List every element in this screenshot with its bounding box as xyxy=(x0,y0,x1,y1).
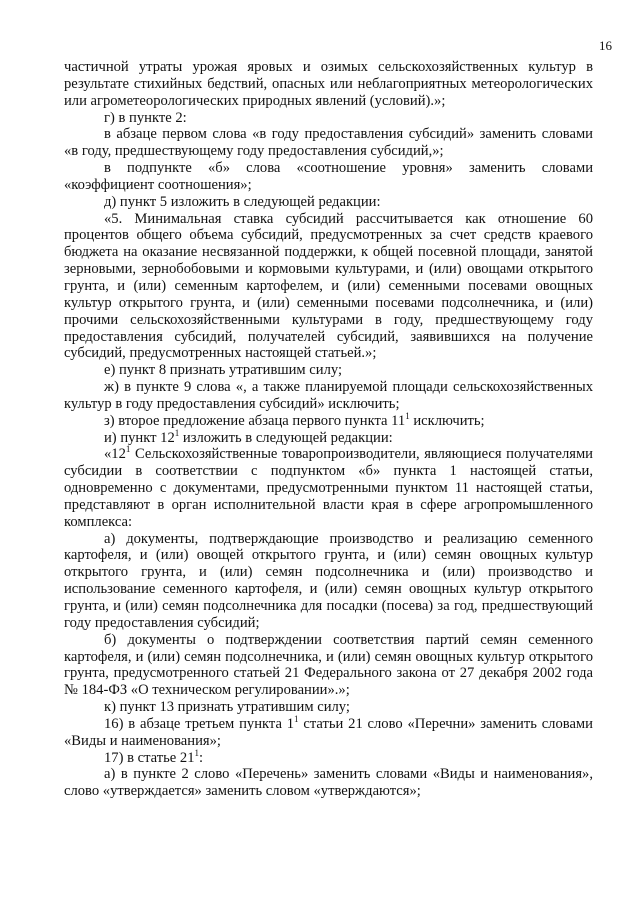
paragraph-text: статьи 21 слово «Перечни» заменить словами «Виды и наименования»; xyxy=(64,715,593,749)
paragraph: частичной утраты урожая яровых и озимых сельскохозяйственных культур в результате стихийных бедствий, опасных или неблагоприятных метеорологических или агрометеорологических природных явлений (условий).»; xyxy=(64,59,593,109)
paragraph: «5. Минимальная ставка субсидий рассчитывается как отношение 60 процентов общего объема субсидий, предусмотренных за счет средств краевого бюджета на оказание несвязанной поддержки, к общей посевной площади, занятой зерновыми, зернобобовыми и кормовыми культурами, и (или) овощами открытого грунта, и (или) семенным картофелем, и (или) семенными посевами овощных культур открытого грунта, и (или) семенными посевами подсолнечника, и (или) прочими сельскохозяйственными культурами в году, предшествующему году предоставления субсидий, получателей субсидий, заявившихся на получение субсидий, предусмотренных настоящей статьей.»; xyxy=(64,210,593,362)
paragraph: в абзаце первом слова «в году предоставления субсидий» заменить словами «в году, предшествующему году предоставления субсидий,»; xyxy=(64,126,593,160)
paragraph xyxy=(64,747,593,767)
paragraph: б) документы о подтверждении соответствия партий семян семенного картофеля, и (или) семян подсолнечника, и (или) семян овощных культур открытого грунта, предусмотренного статьей 21 Федерального закона от 27 декабря 2002 года № 184-ФЗ «О техническом регулировании».»; xyxy=(64,631,593,699)
paragraph: д) пункт 5 изложить в следующей редакции: xyxy=(104,193,381,210)
paragraph-text: исключить; xyxy=(409,412,485,429)
superscript: 1 xyxy=(405,410,410,421)
paragraph-text: з) второе предложение абзаца первого пункта 11 xyxy=(104,412,406,429)
superscript: 1 xyxy=(174,427,180,438)
page-number: 16 xyxy=(599,38,612,53)
paragraph: г) в пункте 2: xyxy=(104,109,187,126)
paragraph xyxy=(64,427,593,447)
superscript: 1 xyxy=(125,444,131,455)
paragraph: а) в пункте 2 слово «Перечень» заменить словами «Виды и наименования», слово «утверждается» заменить словом «утверждаются»; xyxy=(64,766,593,800)
paragraph xyxy=(64,410,593,430)
paragraph: е) пункт 8 признать утратившим силу; xyxy=(104,362,343,379)
superscript: 1 xyxy=(194,747,200,758)
paragraph-text: изложить в следующей редакции: xyxy=(179,429,393,446)
paragraph: в подпункте «б» слова «соотношение уровня» заменить словами «коэффициент соотношения»; xyxy=(64,160,593,193)
paragraph: ж) в пункте 9 слова «, а также планируемой площади сельскохозяйственных культур в году предоставления субсидий» исключить; xyxy=(64,379,593,412)
paragraph-text: : xyxy=(199,749,204,766)
paragraph-text: Сельскохозяйственные товаропроизводители, являющиеся получателями субсидии в соответствии с подпунктом «б» пункта 1 настоящей статьи, одновременно с документами, предусмотренными пунктом 11 настоящей статьи, представляют в орган исполнительной власти края в сфере агропромышленного комплекса: xyxy=(64,446,593,530)
superscript: 1 xyxy=(294,714,299,725)
paragraph-text: и) пункт 12 xyxy=(104,429,175,446)
paragraph-text: «12 xyxy=(104,446,126,463)
paragraph: а) документы, подтверждающие производство и реализацию семенного картофеля, и (или) овощей открытого грунта, и (или) семян овощных культур открытого грунта, и (или) семян подсолнечника и (или) производство и использование семенного картофеля, и (или) семян овощных культур открытого грунта, и (или) семян подсолнечника для посадки (посева) за год, предшествующий году предоставления субсидий; xyxy=(64,530,593,631)
document-body xyxy=(64,59,593,800)
paragraph: к) пункт 13 признать утратившим силу; xyxy=(104,699,350,716)
paragraph xyxy=(64,716,593,750)
paragraph xyxy=(64,446,593,530)
paragraph-text: 17) в статье 21 xyxy=(104,749,195,766)
paragraph-text: 16) в абзаце третьем пункта 1 xyxy=(104,715,295,732)
